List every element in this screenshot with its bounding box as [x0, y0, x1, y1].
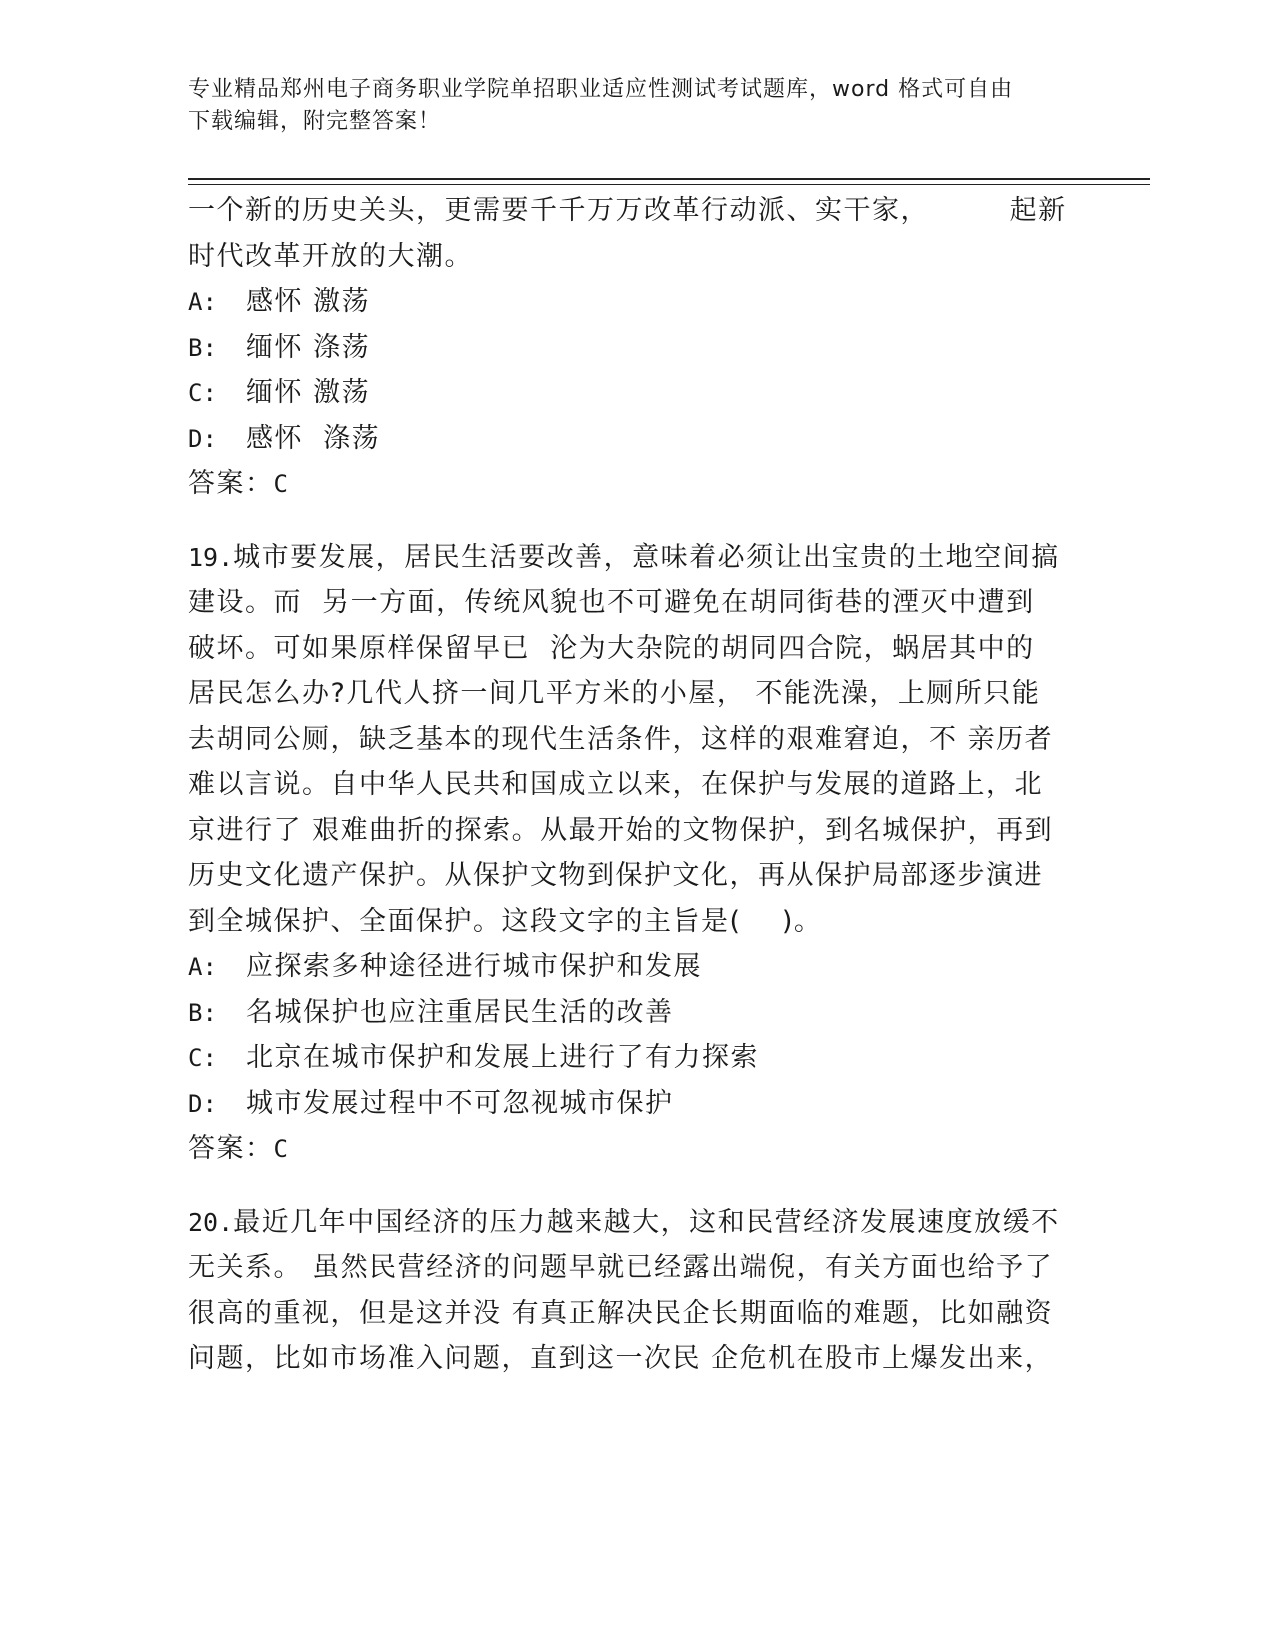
- question-20: [188, 1200, 1088, 1382]
- option-label: B:: [188, 333, 217, 362]
- option-d: [188, 1081, 1088, 1127]
- option-a: [188, 279, 1088, 325]
- header-divider-thin: [188, 184, 1150, 185]
- question-stem-line: 京进行了 艰难曲折的探索。从最开始的文物保护，到名城保护，再到: [188, 814, 1054, 846]
- answer-value: C: [273, 470, 290, 498]
- option-b: [188, 325, 1088, 371]
- option-text: 城市发展过程中不可忽视城市保护: [246, 1087, 674, 1119]
- question-number: 20.: [188, 1207, 234, 1237]
- question-stem-line: 问题，比如市场准入问题，直到这一次民 企危机在股市上爆发出来，: [188, 1343, 1054, 1374]
- option-text: 缅怀 激荡: [246, 377, 371, 408]
- question-number: 19.: [188, 542, 234, 572]
- header-line-1: 专业精品郑州电子商务职业学院单招职业适应性测试考试题库，word 格式可自由: [188, 77, 1014, 102]
- option-a: [188, 944, 1088, 990]
- question-stem-line: 建设。而 另一方面，传统风貌也不可避免在胡同街巷的湮灭中遭到: [188, 587, 1035, 618]
- question-stem-line: 难以言说。自中华人民共和国成立以来，在保护与发展的道路上，北: [188, 769, 1043, 800]
- option-label: A:: [188, 953, 217, 981]
- option-label: D:: [188, 424, 217, 453]
- spacer: [188, 1172, 1088, 1200]
- question-stem-line: 很高的重视，但是这并没 有真正解决民企长期面临的难题，比如融资: [188, 1297, 1054, 1329]
- option-label: A:: [188, 288, 217, 316]
- question-stem-line: 历史文化遗产保护。从保护文物到保护文化，再从保护局部逐步演进: [188, 860, 1043, 891]
- question-19: [188, 535, 1088, 1172]
- document-body: [188, 188, 1088, 1382]
- option-d: [188, 416, 1088, 462]
- option-text: 感怀 涤荡: [246, 422, 381, 454]
- spacer: [188, 507, 1088, 535]
- answer-value: C: [273, 1135, 290, 1163]
- question-stem-line: 无关系。 虽然民营经济的问题早就已经露出端倪，有关方面也给予了: [188, 1252, 1054, 1283]
- option-text: 缅怀 涤荡: [246, 331, 371, 363]
- option-text: 名城保护也应注重居民生活的改善: [246, 996, 674, 1028]
- answer-label: 答案：: [188, 1133, 274, 1164]
- question-stem-line: 破坏。可如果原样保留早已 沦为大杂院的胡同四合院，蜗居其中的: [188, 632, 1035, 664]
- question-stem-line: 20.最近几年中国经济的压力越来越大，这和民营经济发展速度放缓不: [188, 1206, 1060, 1238]
- header-line-2: 下载编辑，附完整答案！: [188, 109, 442, 134]
- question-stem-line: 一个新的历史关头，更需要千千万万改革行动派、实干家， 起新: [188, 195, 1067, 226]
- question-18: [188, 188, 1088, 507]
- question-stem-line: 时代改革开放的大潮。: [188, 240, 473, 272]
- option-label: C:: [188, 1044, 217, 1072]
- option-text: 应探索多种途径进行城市保护和发展: [246, 951, 702, 982]
- option-label: C:: [188, 379, 217, 407]
- option-b: [188, 990, 1088, 1036]
- answer-line: [188, 461, 1088, 507]
- option-c: [188, 370, 1088, 416]
- document-header: [188, 74, 1068, 138]
- option-text: 感怀 激荡: [246, 286, 371, 317]
- option-c: [188, 1035, 1088, 1081]
- question-stem-line: 19.城市要发展，居民生活要改善，意味着必须让出宝贵的土地空间搞: [188, 541, 1060, 573]
- question-stem-line: 到全城保护、全面保护。这段文字的主旨是( )。: [188, 905, 823, 937]
- answer-label: 答案：: [188, 468, 274, 499]
- answer-line: [188, 1126, 1088, 1172]
- question-stem-line: 居民怎么办?几代人挤一间几平方米的小屋， 不能洗澡，上厕所只能: [188, 678, 1041, 709]
- option-label: D:: [188, 1089, 217, 1118]
- option-label: B:: [188, 998, 217, 1027]
- option-text: 北京在城市保护和发展上进行了有力探索: [246, 1042, 759, 1073]
- question-stem-line: 去胡同公厕，缺乏基本的现代生活条件，这样的艰难窘迫，不 亲历者: [188, 723, 1054, 755]
- header-divider-thick: [188, 178, 1150, 180]
